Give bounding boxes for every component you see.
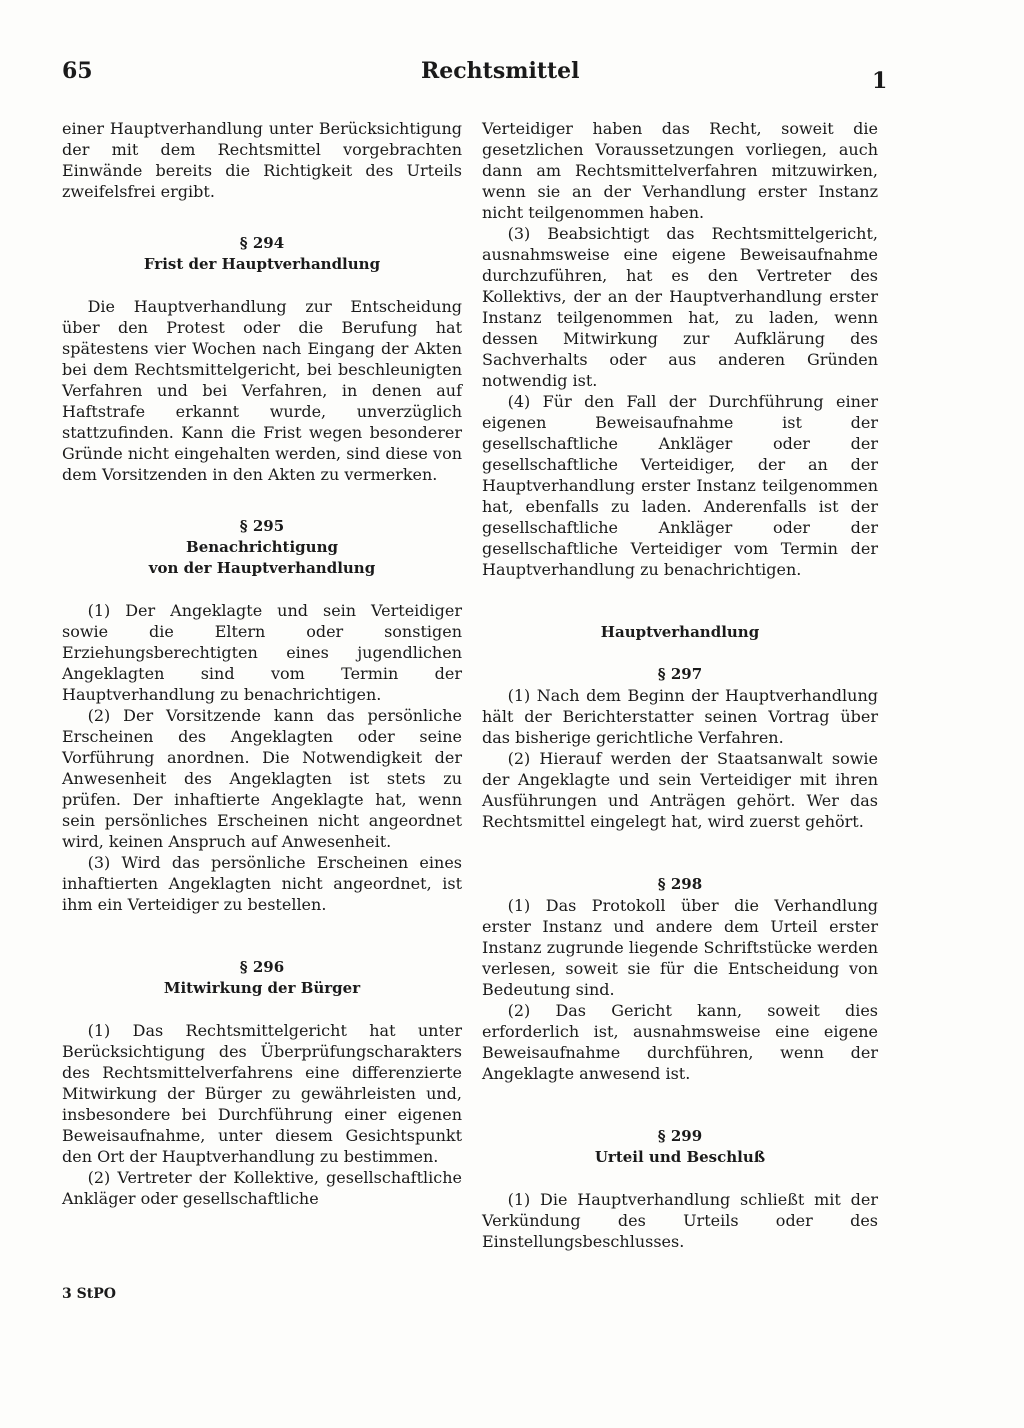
- section-297-number: § 297: [657, 665, 703, 683]
- chapter-number: 1: [872, 68, 888, 94]
- page-header: [0, 58, 1024, 92]
- printer-signature: 3 StPO: [62, 1286, 116, 1302]
- section-297-paragraph-2: (2) Hierauf werden der Staatsanwalt sowie der Angeklagte und sein Verteidiger mit ihren Ausführungen und Anträgen gehört. Wer das Rechtsmittel eingelegt hat, wird zuerst gehört.: [482, 749, 878, 831]
- page-number: 65: [62, 58, 93, 84]
- section-298-paragraph-2: (2) Das Gericht kann, soweit dies erforderlich ist, ausnahmsweise eine eigene Beweisaufnahme durchführen, wenn der Angeklagte anwesend ist.: [482, 1001, 878, 1083]
- section-298-paragraph-1: (1) Das Protokoll über die Verhandlung erster Instanz und andere dem Urteil erster Instanz zugrunde liegende Schriftstücke werden verlesen, soweit sie für die Entscheidung von Bedeutung sind.: [482, 896, 878, 999]
- section-295-title-line1: Benachrichtigung: [186, 538, 338, 556]
- section-298-number: § 298: [657, 875, 703, 893]
- running-title: Rechtsmittel: [421, 58, 580, 84]
- section-299-title: Urteil und Beschluß: [594, 1148, 766, 1166]
- section-296-paragraph-4: (4) Für den Fall der Durchführung einer eigenen Beweisaufnahme ist der gesellschaftliche Ankläger oder der gesellschaftliche Verteidiger, der an der Hauptverhandlung erster Instanz teilgenommen hat, ebenfalls zu laden. Anderenfalls ist der gesellschaftliche Ankläger oder der gesellschaftliche Verteidiger vom Termin der Hauptverhandlung zu benachrichtigen.: [482, 392, 878, 579]
- section-295-number: § 295: [239, 517, 285, 535]
- section-295-paragraph-2: (2) Der Vorsitzende kann das persönliche Erscheinen des Angeklagten oder seine Vorführung anordnen. Die Notwendigkeit der Anwesenheit des Angeklagten ist stets zu prüfen. Der inhaftierte Angeklagte hat, wenn sein persönliches Erscheinen nicht angeordnet wird, keinen Anspruch auf Anwesenheit.: [62, 706, 462, 851]
- left-column: [62, 118, 462, 1209]
- section-296-number: § 296: [239, 958, 285, 976]
- right-column: [482, 118, 878, 1252]
- section-296-paragraph-1: (1) Das Rechtsmittelgericht hat unter Berücksichtigung des Überprüfungscharakters des Rechtsmittelverfahrens eine differenzierte Mitwirkung der Bürger zu gewährleisten und, insbesondere bei Durchführung einer eigenen Beweisaufnahme, unter diesem Gesichtspunkt den Ort der Hauptverhandlung zu bestimmen.: [62, 1021, 462, 1166]
- section-294-text: Die Hauptverhandlung zur Entscheidung über den Protest oder die Berufung hat spätestens vier Wochen nach Eingang der Akten bei dem Rechtsmittelgericht, bei beschleunigten Verfahren und bei Verfahren, in denen auf Haftstrafe erkannt wurde, unverzüglich stattzufinden. Kann die Frist wegen besonderer Gründe nicht eingehalten werden, sind diese von dem Vorsitzenden in den Akten zu vermerken.: [62, 297, 462, 484]
- section-295-paragraph-3: (3) Wird das persönliche Erscheinen eines inhaftierten Angeklagten nicht angeordnet, ist ihm ein Verteidiger zu bestellen.: [62, 853, 462, 914]
- section-294-number: § 294: [239, 234, 285, 252]
- section-295-paragraph-1: (1) Der Angeklagte und sein Verteidiger sowie die Eltern oder sonstigen Erziehungsberechtigten eines jugendlichen Angeklagten sind vom Termin der Hauptverhandlung zu benachrichtigen.: [62, 601, 462, 704]
- section-295-title-line2: von der Hauptverhandlung: [148, 559, 376, 577]
- section-294-title: Frist der Hauptverhandlung: [143, 255, 381, 273]
- section-299-number: § 299: [657, 1127, 703, 1145]
- chapter-heading: Hauptverhandlung: [600, 623, 760, 641]
- section-297-paragraph-1: (1) Nach dem Beginn der Hauptverhandlung hält der Berichterstatter seinen Vortrag über das bisherige gerichtliche Verfahren.: [482, 686, 878, 747]
- section-296-continuation: Verteidiger haben das Recht, soweit die gesetzlichen Voraussetzungen vorliegen, auch dann am Rechtsmittelverfahren mitzuwirken, wenn sie an der Verhandlung erster Instanz nicht teilgenommen haben.: [482, 119, 878, 222]
- section-296-paragraph-3: (3) Beabsichtigt das Rechtsmittelgericht, ausnahmsweise eine eigene Beweisaufnahme durchzuführen, hat es den Vertreter des Kollektivs, der an der Hauptverhandlung erster Instanz teilgenommen hat, zu laden, wenn dessen Mitwirkung zur Aufklärung des Sachverhalts oder aus anderen Gründen notwendig ist.: [482, 224, 878, 390]
- section-299-paragraph-1: (1) Die Hauptverhandlung schließt mit der Verkündung des Urteils oder des Einstellungsbeschlusses.: [482, 1190, 878, 1251]
- section-296-paragraph-2-start: (2) Vertreter der Kollektive, gesellschaftliche Ankläger oder gesellschaftliche: [62, 1168, 462, 1208]
- section-296-title: Mitwirkung der Bürger: [163, 979, 361, 997]
- continuation-paragraph: einer Hauptverhandlung unter Berücksichtigung der mit dem Rechtsmittel vorgebrachten Einwände bereits die Richtigkeit des Urteils zweifelsfrei ergibt.: [62, 119, 462, 201]
